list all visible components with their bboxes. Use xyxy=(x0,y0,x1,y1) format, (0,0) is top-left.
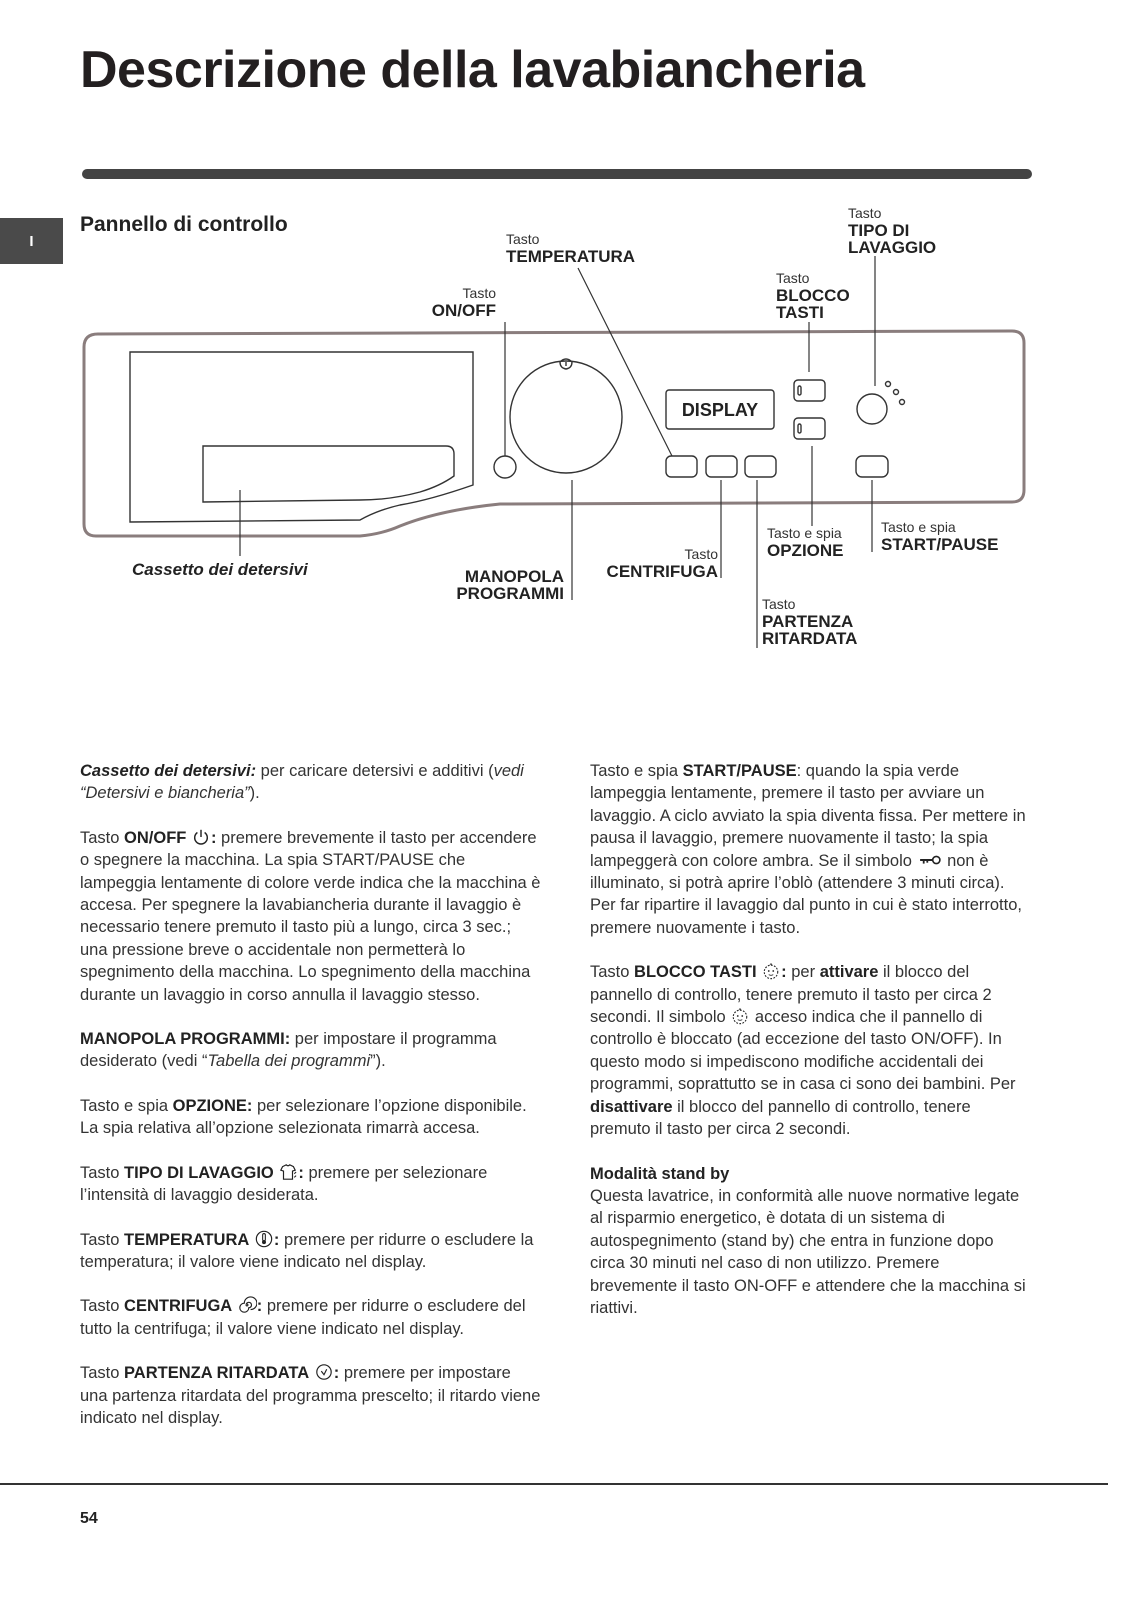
detergent-drawer xyxy=(130,352,473,522)
paragraph-temperature: Tasto TEMPERATURA : premere per ridurre o escludere la temperatura; il valore viene indicato nel display. xyxy=(80,1230,534,1271)
option-callout: Tasto e spia OPZIONE xyxy=(767,525,844,560)
delayed-start-callout: Tasto PARTENZA RITARDATA xyxy=(762,596,858,648)
paragraph-wash-type: Tasto TIPO DI LAVAGGIO : premere per selezionare l’intensità di lavaggio desiderata. xyxy=(80,1163,488,1205)
paragraph-program-knob: MANOPOLA PROGRAMMI: per impostare il programma desiderato (vedi “Tabella dei programmi”). xyxy=(80,1030,497,1071)
display-label: DISPLAY xyxy=(681,399,759,420)
footer-rule xyxy=(0,1483,1108,1485)
spin-callout: Tasto CENTRIFUGA xyxy=(606,546,718,581)
shirt-icon xyxy=(278,1163,298,1181)
on-off-callout: Tasto ON/OFF xyxy=(431,285,496,320)
paragraph-on-off: Tasto ON/OFF : premere brevemente il tasto per accendere o spegnere la macchina. La spia START/PAUSE che lampeggia lentamente di colore verde indica che la macchina è accesa. Per spegnere la lavabiancheria durante il lavaggio è necessario tenere premuto il tasto più a lungo, circa 3 sec.; una pressione breve o accidentale non permetterà lo spegnimento della macchina. Lo spegnimento della macchina durante un lavaggio in corso annulla il lavaggio stesso. xyxy=(80,828,541,1004)
page-title: Descrizione della lavabiancheria xyxy=(80,41,865,99)
panel-outline xyxy=(84,331,1024,536)
option-button-shape xyxy=(794,418,825,439)
delay-clock-icon xyxy=(314,1363,334,1381)
program-knob-callout: MANOPOLA PROGRAMMI xyxy=(456,567,564,603)
start-pause-callout: Tasto e spia START/PAUSE xyxy=(881,519,999,554)
standby-heading: Modalità stand by xyxy=(590,1164,730,1183)
program-knob xyxy=(510,361,622,473)
start-pause-button-shape xyxy=(856,456,888,477)
temperature-callout: Tasto TEMPERATURA xyxy=(506,231,636,266)
delay-button-shape xyxy=(745,456,776,477)
drawer-handle xyxy=(203,446,454,502)
knob-marker xyxy=(560,359,572,369)
on-off-button-shape xyxy=(494,456,516,478)
key-lock-callout: Tasto BLOCCO TASTI xyxy=(776,270,850,322)
wash-type-button-shape xyxy=(857,394,887,424)
spin-button-shape xyxy=(706,456,737,477)
left-column xyxy=(80,760,542,1451)
paragraph-delayed-start: Tasto PARTENZA RITARDATA : premere per impostare una partenza ritardata del programma prescelto; il ritardo viene indicato nel display. xyxy=(80,1364,541,1427)
power-icon xyxy=(191,828,211,846)
control-panel-diagram xyxy=(0,0,1132,720)
child-lock-icon xyxy=(730,1007,750,1025)
thermometer-icon xyxy=(254,1230,274,1248)
paragraph-spin: Tasto CENTRIFUGA : premere per ridurre o escludere del tutto la centrifuga; il valore viene indicato nel display. xyxy=(80,1297,526,1338)
section-title: Pannello di controllo xyxy=(80,213,288,236)
paragraph-option: Tasto e spia OPZIONE: per selezionare l’opzione disponibile. La spia relativa all’opzione selezionata rimarrà accesa. xyxy=(80,1096,527,1138)
key-icon xyxy=(917,851,943,869)
child-lock-icon xyxy=(761,962,781,980)
wash-type-callout: Tasto TIPO DI LAVAGGIO xyxy=(848,205,937,257)
language-tab: I xyxy=(0,218,63,264)
temperature-button-shape xyxy=(666,456,697,477)
spin-icon xyxy=(237,1296,257,1314)
paragraph-key-lock: Tasto BLOCCO TASTI : per attivare il blocco del pannello di controllo, tenere premuto il tasto per circa 2 secondi. Il simbolo acceso indica che il pannello di controllo è bloccato (ad eccezione del tasto ON/OFF). In questo modo si impediscono modifiche accidentali dei programmi, soprattutto se in casa ci sono dei bambini. Per disattivare il blocco del pannello di controllo, tenere premuto il tasto per circa 2 secondi. xyxy=(590,963,1016,1139)
paragraph-detergent-drawer: Cassetto dei detersivi: per caricare detersivi e additivi (vedi “Detersivi e biancheria”). xyxy=(80,762,524,803)
detergent-drawer-callout: Cassetto dei detersivi xyxy=(132,560,308,579)
title-rule xyxy=(82,169,1032,179)
lock-button-shape xyxy=(794,380,825,401)
right-column xyxy=(590,760,1030,1341)
paragraph-standby: Modalità stand by Questa lavatrice, in conformità alle nuove normative legate al risparmio energetico, è dotata di un sistema di autospegnimento (stand by) che entra in funzione dopo circa 30 minuti nel caso di non utilizzo. Premere brevemente il tasto ON-OFF e attendere che la macchina si riattivi. xyxy=(590,1163,1030,1320)
page-number: 54 xyxy=(80,1510,98,1527)
paragraph-start-pause: Tasto e spia START/PAUSE: quando la spia verde lampeggia lentamente, premere il tasto per avviare un lavaggio. A ciclo avviato la spia diventa fissa. Per mettere in pausa il lavaggio, premere nuovamente il tasto; la spia lampeggerà con colore ambra. Se il simbolo non è illuminato, si potrà aprire l’oblò (attendere 3 minuti circa). Per far ripartire il lavaggio dal punto in cui è stato interrotto, premere nuovamente i tasto. xyxy=(590,762,1026,937)
